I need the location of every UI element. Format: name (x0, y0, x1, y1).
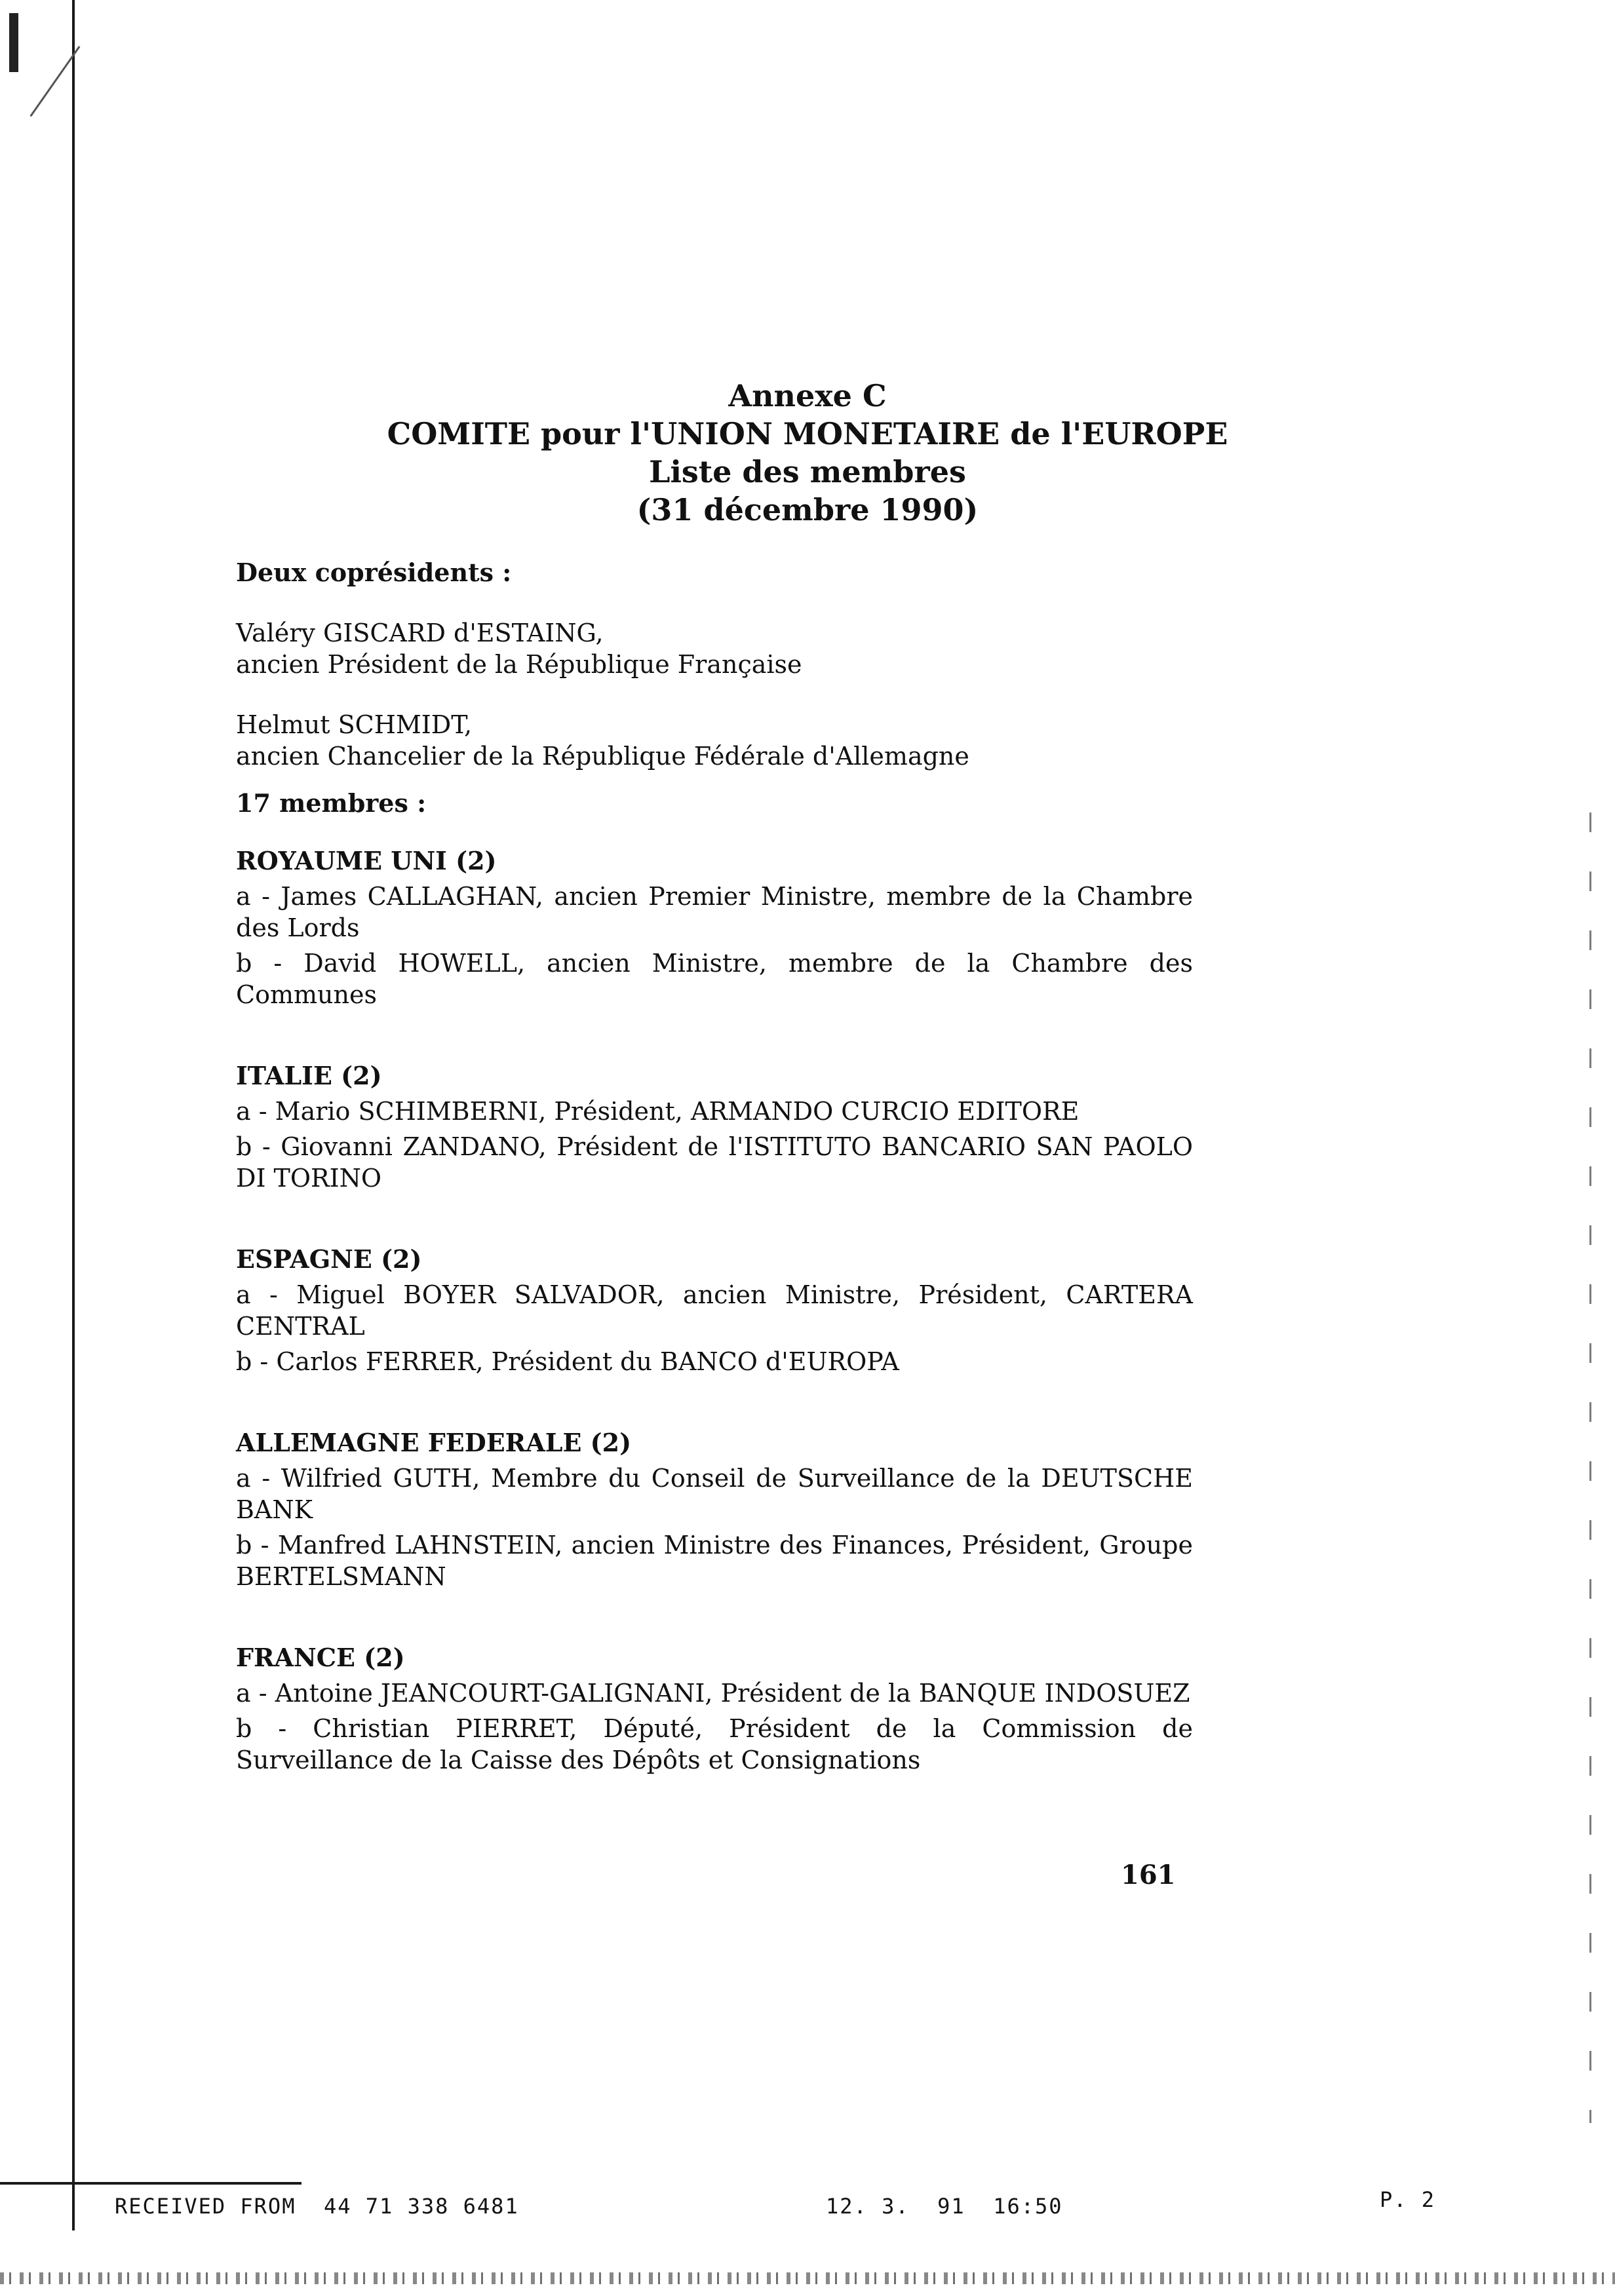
country-section (236, 1244, 1193, 1377)
fax-received-from: RECEIVED FROM 44 71 338 6481 (115, 2194, 519, 2219)
fax-divider (0, 2182, 302, 2185)
page-number: 161 (1121, 1860, 1176, 1890)
member-entry: a - Wilfried GUTH, Membre du Conseil de Surveillance de la DEUTSCHE BANK (236, 1464, 1193, 1524)
member-entry: a - Miguel BOYER SALVADOR, ancien Ministre, Président, CARTERA CENTRAL (236, 1280, 1193, 1341)
fax-datetime: 12. 3. 91 16:50 (826, 2194, 1063, 2219)
country-section (236, 1427, 1193, 1592)
copresident-name: Valéry GISCARD d'ESTAING, (236, 619, 604, 647)
copresident-role: ancien Président de la République Française (236, 650, 802, 679)
member-entry: b - Giovanni ZANDANO, Président de l'ISTITUTO BANCARIO SAN PAOLO DI TORINO (236, 1132, 1193, 1193)
country-title: ESPAGNE (2) (236, 1244, 422, 1274)
country-title: FRANCE (2) (236, 1643, 405, 1672)
copresidents-label: Deux coprésidents : (236, 558, 512, 587)
member-list (236, 557, 1193, 1776)
copresident-entry (236, 617, 1193, 680)
scan-edge-noise (0, 2272, 1615, 2284)
members-label: 17 membres : (236, 788, 427, 818)
country-section (236, 1060, 1193, 1194)
member-entry: b - Manfred LAHNSTEIN, ancien Ministre des Finances, Président, Groupe BERTELSMANN (236, 1531, 1193, 1591)
fax-page: P. 2 (1380, 2187, 1436, 2212)
member-entry: b - David HOWELL, ancien Ministre, membre de la Chambre des Communes (236, 949, 1193, 1009)
corner-mark (9, 13, 18, 72)
list-date: (31 décembre 1990) (636, 492, 979, 527)
document-title (0, 377, 1615, 529)
annex-label: Annexe C (728, 378, 887, 413)
country-title: ITALIE (2) (236, 1061, 382, 1090)
country-section (236, 1642, 1193, 1776)
member-entry: b - Christian PIERRET, Député, Président de la Commission de Surveillance de la Caisse des Dépôts et Consignations (236, 1714, 1193, 1774)
member-entry: a - Mario SCHIMBERNI, Président, ARMANDO CURCIO EDITORE (236, 1097, 1080, 1126)
copresident-entry (236, 709, 1193, 772)
member-entry: a - James CALLAGHAN, ancien Premier Ministre, membre de la Chambre des Lords (236, 882, 1193, 942)
member-entry: a - Antoine JEANCOURT-GALIGNANI, Président de la BANQUE INDOSUEZ (236, 1679, 1190, 1708)
copresident-role: ancien Chancelier de la République Fédérale d'Allemagne (236, 742, 969, 771)
country-title: ALLEMAGNE FEDERALE (2) (236, 1428, 632, 1457)
left-margin-line (72, 0, 75, 2230)
committee-name: COMITE pour l'UNION MONETAIRE de l'EUROPE (387, 416, 1228, 451)
right-edge-marks (1589, 813, 1591, 2123)
member-entry: b - Carlos FERRER, Président du BANCO d'EUROPA (236, 1347, 899, 1376)
list-heading: Liste des membres (649, 454, 966, 489)
copresident-name: Helmut SCHMIDT, (236, 710, 473, 739)
country-section (236, 845, 1193, 1010)
country-title: ROYAUME UNI (2) (236, 846, 497, 875)
